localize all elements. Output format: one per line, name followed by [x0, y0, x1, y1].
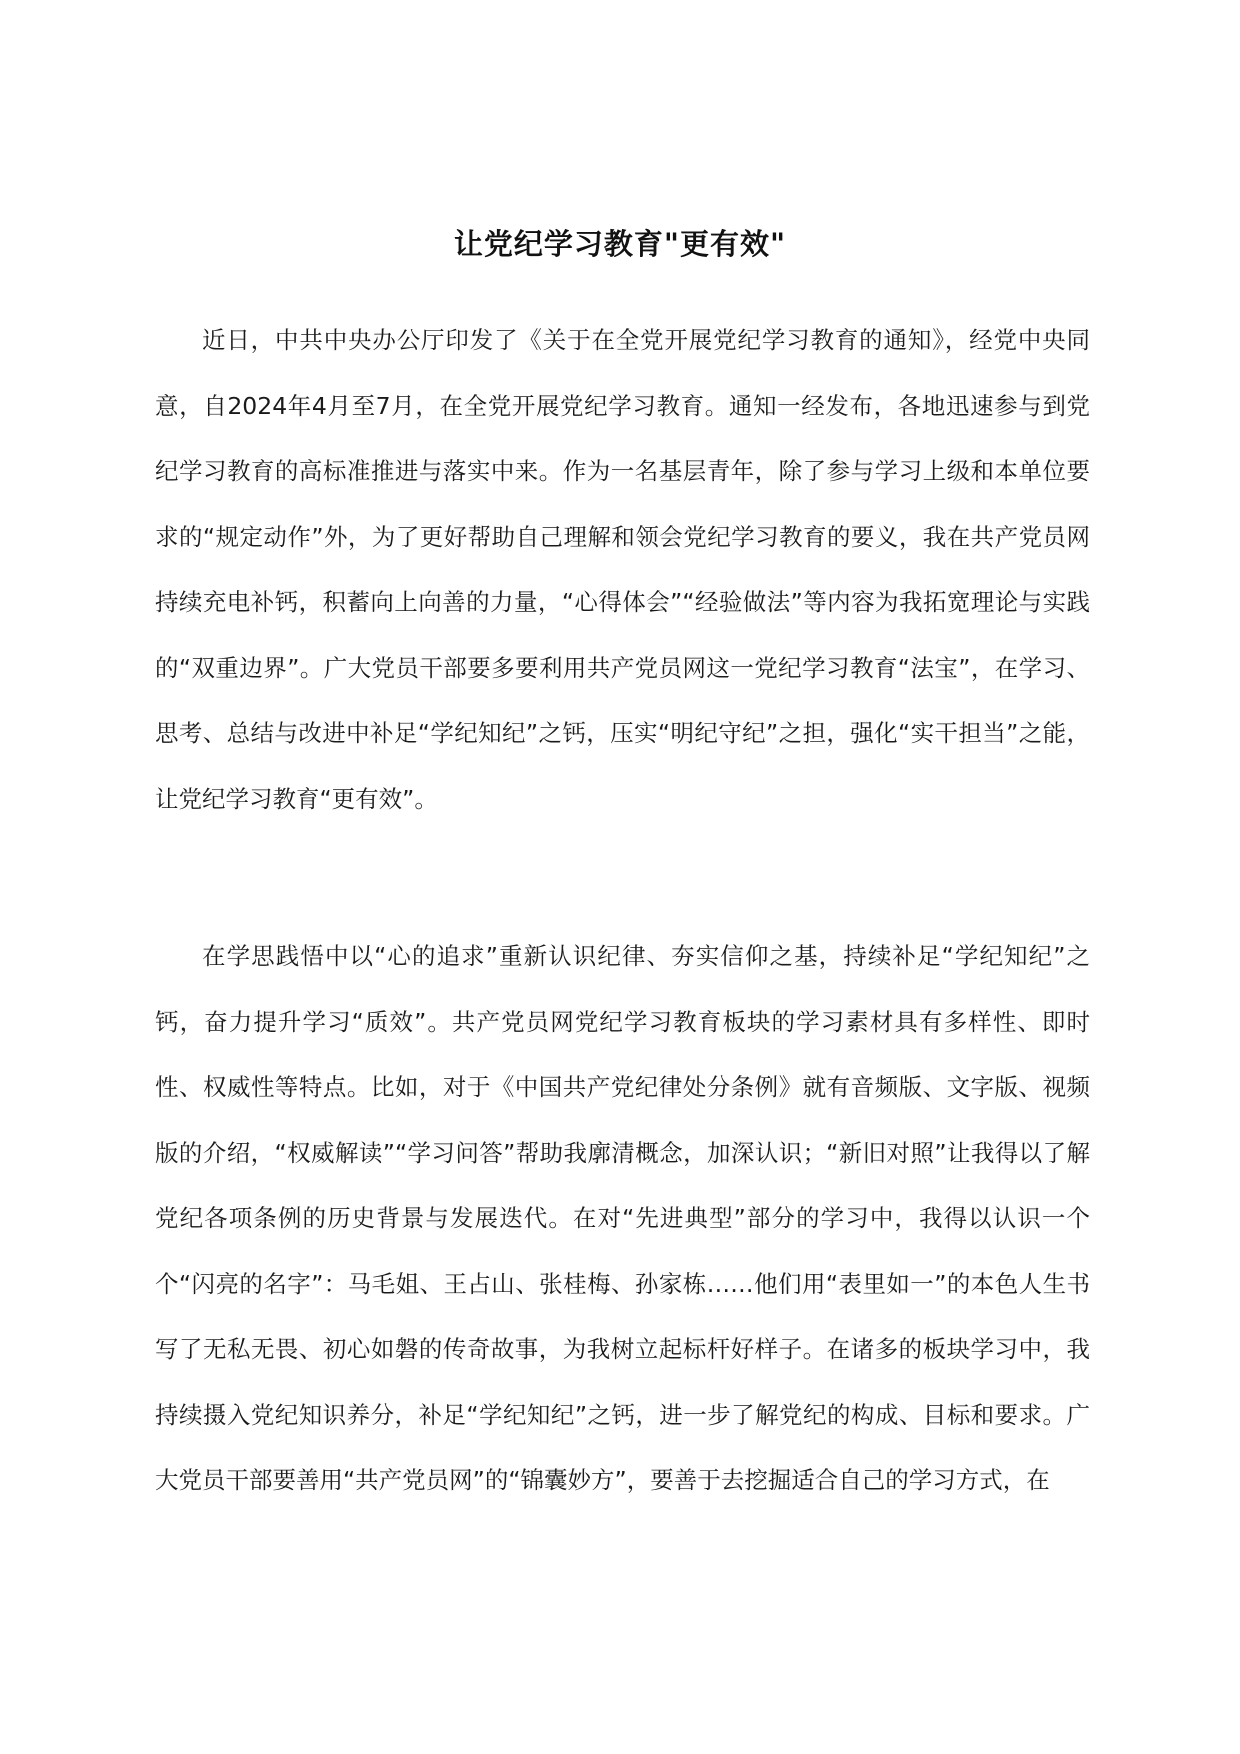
body-paragraph-2: 在学思践悟中以“心的追求”重新认识纪律、夯实信仰之基，持续补足“学纪知纪”之钙，奋力提升学习“质效”。共产党员网党纪学习教育板块的学习素材具有多样性、即时性、权威性等特点。比如，对于《中国共产党纪律处分条例》就有音频版、文字版、视频版的介绍，“权威解读”“学习问答”帮助我廓清概念，加深认识；“新旧对照”让我得以了解党纪各项条例的历史背景与发展迭代。在对“先进典型”部分的学习中，我得以认识一个个“闪亮的名字”：马毛姐、王占山、张桂梅、孙家栋……他们用“表里如一”的本色人生书写了无私无畏、初心如磐的传奇故事，为我树立起标杆好样子。在诸多的板块学习中，我持续摄入党纪知识养分，补足“学纪知纪”之钙，进一步了解党纪的构成、目标和要求。广大党员干部要善用“共产党员网”的“锦囊妙方”，要善于去挖掘适合自己的学习方式，在 [155, 942, 1090, 1494]
document-title: 让党纪学习教育"更有效" [453, 227, 787, 261]
body-paragraph-1: 近日，中共中央办公厅印发了《关于在全党开展党纪学习教育的通知》，经党中央同意，自2024年4月至7月，在全党开展党纪学习教育。通知一经发布，各地迅速参与到党纪学习教育的高标准推进与落实中来。作为一名基层青年，除了参与学习上级和本单位要求的“规定动作”外，为了更好帮助自己理解和领会党纪学习教育的要义，我在共产党员网持续充电补钙，积蓄向上向善的力量，“心得体会”“经验做法”等内容为我拓宽理论与实践的“双重边界”。广大党员干部要多要利用共产党员网这一党纪学习教育“法宝”，在学习、思考、总结与改进中补足“学纪知纪”之钙，压实“明纪守纪”之担，强化“实干担当”之能，让党纪学习教育“更有效”。 [155, 326, 1090, 813]
